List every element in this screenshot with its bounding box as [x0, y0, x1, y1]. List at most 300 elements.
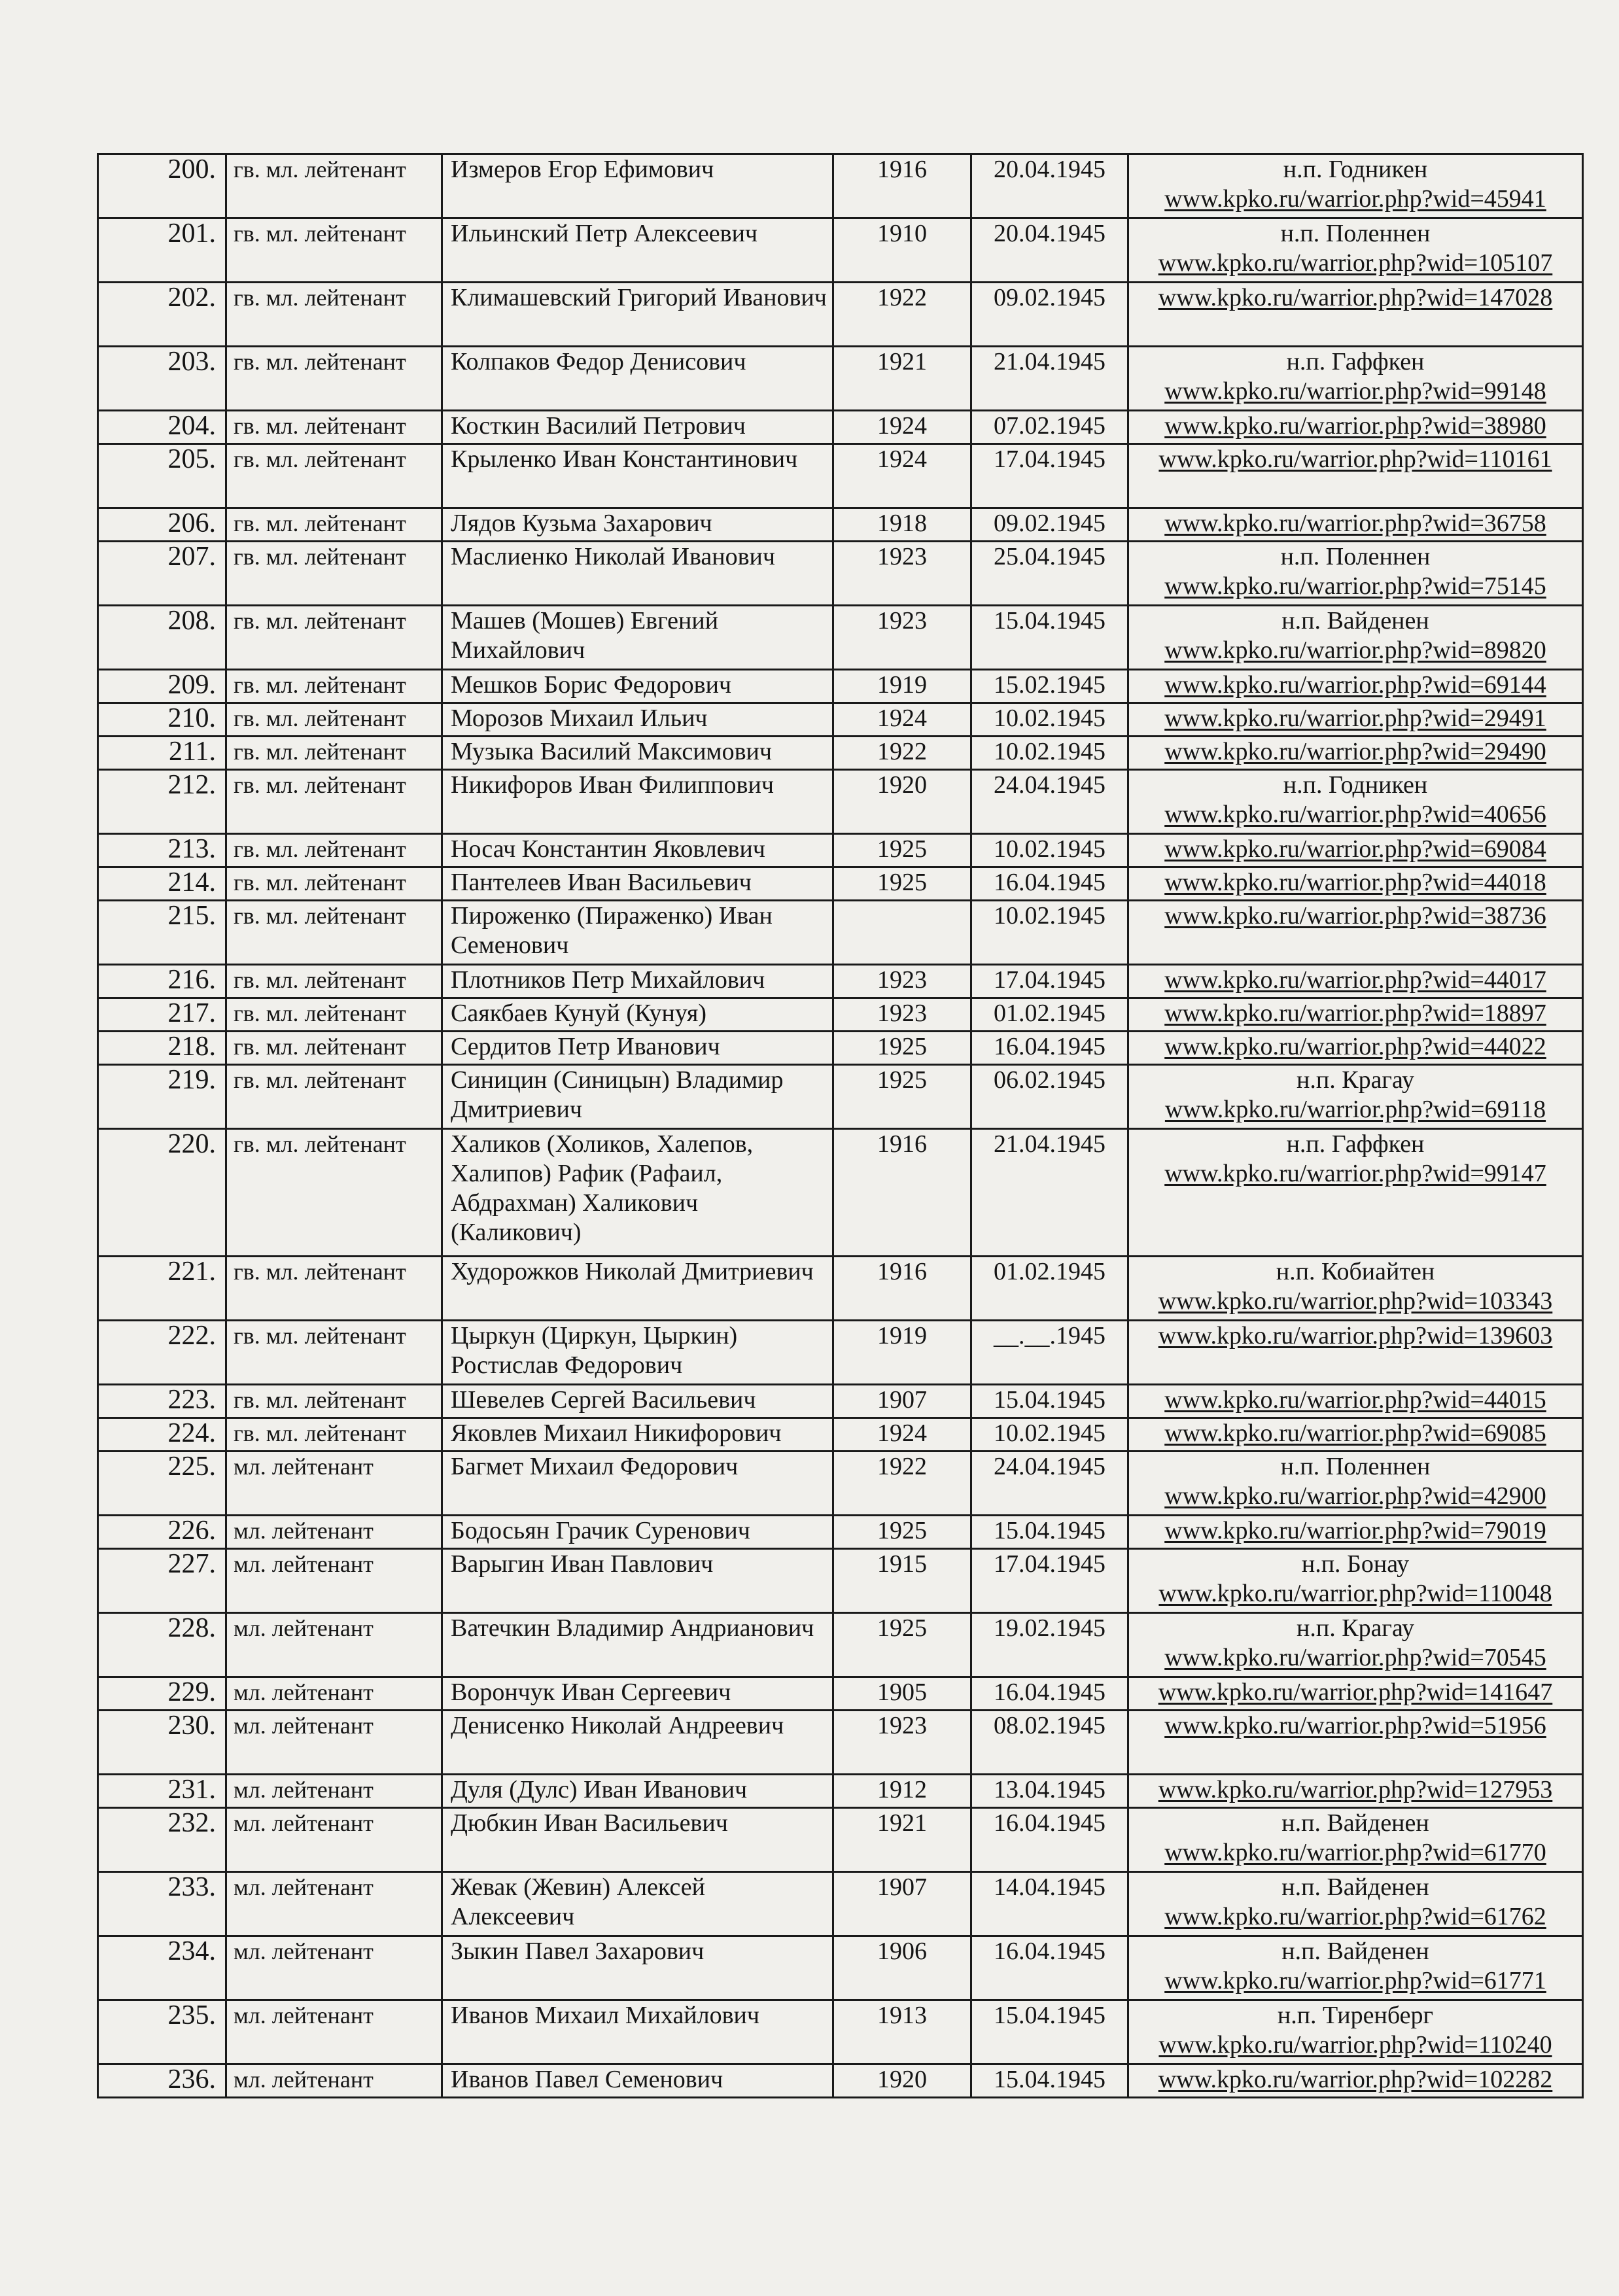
- burial-place: н.п. Крагау: [1297, 1066, 1414, 1094]
- row-birth-year: 1913: [833, 2000, 971, 2064]
- warrior-link[interactable]: www.kpko.ru/warrior.php?wid=38980: [1164, 412, 1546, 440]
- row-death-date: 20.04.1945: [971, 154, 1128, 218]
- warrior-link[interactable]: www.kpko.ru/warrior.php?wid=18897: [1164, 1000, 1546, 1027]
- warrior-link[interactable]: www.kpko.ru/warrior.php?wid=51956: [1164, 1712, 1546, 1739]
- row-death-date: 10.02.1945: [971, 737, 1128, 770]
- row-number: 231.: [98, 1775, 226, 1808]
- row-burial: [1128, 834, 1583, 867]
- row-number: 220.: [98, 1129, 226, 1257]
- table-row: [98, 834, 1583, 867]
- row-number: 211.: [98, 737, 226, 770]
- row-number: 204.: [98, 411, 226, 444]
- warrior-link[interactable]: www.kpko.ru/warrior.php?wid=139603: [1158, 1322, 1553, 1349]
- row-burial: [1128, 444, 1583, 508]
- burial-place: н.п. Годникен: [1283, 156, 1428, 183]
- row-birth-year: 1918: [833, 508, 971, 542]
- row-name: Цыркун (Циркун, Цыркин) Ростислав Федорович: [442, 1321, 833, 1385]
- row-number: 228.: [98, 1613, 226, 1677]
- row-death-date: 09.02.1945: [971, 283, 1128, 347]
- row-name: Косткин Василий Петрович: [442, 411, 833, 444]
- row-rank: мл. лейтенант: [226, 1775, 442, 1808]
- table-row: [98, 670, 1583, 703]
- row-birth-year: 1921: [833, 1808, 971, 1872]
- row-burial: [1128, 347, 1583, 411]
- row-number: 213.: [98, 834, 226, 867]
- warrior-link[interactable]: www.kpko.ru/warrior.php?wid=110161: [1158, 445, 1552, 473]
- row-number: 232.: [98, 1808, 226, 1872]
- row-death-date: 01.02.1945: [971, 998, 1128, 1032]
- row-birth-year: 1919: [833, 670, 971, 703]
- row-death-date: 17.04.1945: [971, 444, 1128, 508]
- row-name: Маслиенко Николай Иванович: [442, 542, 833, 606]
- row-name: Шевелев Сергей Васильевич: [442, 1385, 833, 1418]
- row-burial: [1128, 1549, 1583, 1613]
- row-death-date: 10.02.1945: [971, 901, 1128, 965]
- row-birth-year: 1916: [833, 154, 971, 218]
- row-death-date: 19.02.1945: [971, 1613, 1128, 1677]
- row-number: 203.: [98, 347, 226, 411]
- table-row: [98, 154, 1583, 218]
- row-number: 215.: [98, 901, 226, 965]
- row-burial: [1128, 508, 1583, 542]
- burial-place: н.п. Поленнен: [1280, 1453, 1431, 1480]
- table-row: [98, 1936, 1583, 2000]
- row-death-date: 24.04.1945: [971, 1452, 1128, 1516]
- row-name: Машев (Мошев) Евгений Михайлович: [442, 606, 833, 670]
- row-burial: [1128, 1936, 1583, 2000]
- warrior-link[interactable]: www.kpko.ru/warrior.php?wid=89820: [1164, 636, 1546, 664]
- burial-place: н.п. Поленнен: [1280, 543, 1431, 570]
- row-rank: гв. мл. лейтенант: [226, 703, 442, 737]
- table-row: [98, 1418, 1583, 1452]
- row-rank: гв. мл. лейтенант: [226, 834, 442, 867]
- row-number: 209.: [98, 670, 226, 703]
- row-rank: гв. мл. лейтенант: [226, 1418, 442, 1452]
- burial-place: н.п. Бонау: [1301, 1550, 1410, 1578]
- row-birth-year: 1925: [833, 1516, 971, 1549]
- row-burial: [1128, 1775, 1583, 1808]
- warrior-link[interactable]: www.kpko.ru/warrior.php?wid=40656: [1164, 801, 1546, 828]
- row-burial: [1128, 965, 1583, 998]
- row-rank: мл. лейтенант: [226, 2064, 442, 2098]
- row-name: Яковлев Михаил Никифорович: [442, 1418, 833, 1452]
- table-row: [98, 1385, 1583, 1418]
- row-burial: [1128, 1516, 1583, 1549]
- row-burial: [1128, 283, 1583, 347]
- row-death-date: 07.02.1945: [971, 411, 1128, 444]
- row-number: 208.: [98, 606, 226, 670]
- row-birth-year: 1922: [833, 283, 971, 347]
- table-row: [98, 411, 1583, 444]
- table-row: [98, 998, 1583, 1032]
- row-number: 233.: [98, 1872, 226, 1936]
- table-row: [98, 737, 1583, 770]
- row-death-date: 25.04.1945: [971, 542, 1128, 606]
- row-burial: [1128, 411, 1583, 444]
- table-row: [98, 1516, 1583, 1549]
- row-birth-year: 1921: [833, 347, 971, 411]
- warrior-link[interactable]: www.kpko.ru/warrior.php?wid=69118: [1164, 1096, 1546, 1123]
- row-burial: [1128, 1808, 1583, 1872]
- row-name: Ворончук Иван Сергеевич: [442, 1677, 833, 1711]
- row-burial: [1128, 218, 1583, 283]
- row-name: Мешков Борис Федорович: [442, 670, 833, 703]
- row-rank: гв. мл. лейтенант: [226, 670, 442, 703]
- warrior-link[interactable]: www.kpko.ru/warrior.php?wid=103343: [1158, 1287, 1553, 1315]
- row-name: Климашевский Григорий Иванович: [442, 283, 833, 347]
- row-rank: гв. мл. лейтенант: [226, 1129, 442, 1257]
- row-birth-year: 1925: [833, 867, 971, 901]
- table-row: [98, 1775, 1583, 1808]
- row-burial: [1128, 154, 1583, 218]
- row-number: 222.: [98, 1321, 226, 1385]
- row-rank: гв. мл. лейтенант: [226, 444, 442, 508]
- table-row: [98, 1452, 1583, 1516]
- row-burial: [1128, 1418, 1583, 1452]
- table-row: [98, 770, 1583, 834]
- row-name: Пантелеев Иван Васильевич: [442, 867, 833, 901]
- warrior-link[interactable]: www.kpko.ru/warrior.php?wid=42900: [1164, 1482, 1546, 1510]
- row-name: Иванов Михаил Михайлович: [442, 2000, 833, 2064]
- row-burial: [1128, 1677, 1583, 1711]
- row-death-date: 16.04.1945: [971, 1936, 1128, 2000]
- warrior-link[interactable]: www.kpko.ru/warrior.php?wid=99148: [1164, 377, 1546, 405]
- row-number: 212.: [98, 770, 226, 834]
- table-row: [98, 703, 1583, 737]
- row-name: Зыкин Павел Захарович: [442, 1936, 833, 2000]
- row-name: Иванов Павел Семенович: [442, 2064, 833, 2098]
- table-row: [98, 1872, 1583, 1936]
- table-row: [98, 965, 1583, 998]
- row-number: 236.: [98, 2064, 226, 2098]
- row-death-date: 16.04.1945: [971, 867, 1128, 901]
- row-death-date: 13.04.1945: [971, 1775, 1128, 1808]
- row-rank: мл. лейтенант: [226, 1516, 442, 1549]
- burial-place: н.п. Гаффкен: [1286, 1130, 1425, 1158]
- row-death-date: 15.04.1945: [971, 2000, 1128, 2064]
- table-row: [98, 1321, 1583, 1385]
- burial-place: н.п. Крагау: [1297, 1614, 1414, 1642]
- row-birth-year: 1923: [833, 998, 971, 1032]
- row-rank: гв. мл. лейтенант: [226, 901, 442, 965]
- row-name: Никифоров Иван Филиппович: [442, 770, 833, 834]
- row-number: 206.: [98, 508, 226, 542]
- row-death-date: 21.04.1945: [971, 1129, 1128, 1257]
- row-rank: гв. мл. лейтенант: [226, 770, 442, 834]
- row-name: Бодосьян Грачик Суренович: [442, 1516, 833, 1549]
- warrior-link[interactable]: www.kpko.ru/warrior.php?wid=141647: [1158, 1679, 1553, 1706]
- row-number: 221.: [98, 1257, 226, 1321]
- row-death-date: 08.02.1945: [971, 1711, 1128, 1775]
- table-row: [98, 283, 1583, 347]
- row-rank: гв. мл. лейтенант: [226, 998, 442, 1032]
- row-death-date: 15.04.1945: [971, 1516, 1128, 1549]
- row-death-date: 15.04.1945: [971, 606, 1128, 670]
- row-burial: [1128, 1613, 1583, 1677]
- row-name: Ильинский Петр Алексеевич: [442, 218, 833, 283]
- row-birth-year: 1916: [833, 1129, 971, 1257]
- table-row: [98, 606, 1583, 670]
- table-row: [98, 347, 1583, 411]
- row-number: 218.: [98, 1032, 226, 1065]
- row-number: 202.: [98, 283, 226, 347]
- row-rank: гв. мл. лейтенант: [226, 283, 442, 347]
- row-birth-year: 1907: [833, 1872, 971, 1936]
- row-death-date: 01.02.1945: [971, 1257, 1128, 1321]
- warrior-link[interactable]: www.kpko.ru/warrior.php?wid=70545: [1164, 1644, 1546, 1671]
- row-name: Халиков (Холиков, Халепов, Халипов) Рафик (Рафаил, Абдрахман) Халикович (Каликович): [442, 1129, 833, 1257]
- row-number: 219.: [98, 1065, 226, 1129]
- burial-place: н.п. Поленнен: [1280, 220, 1431, 247]
- row-rank: гв. мл. лейтенант: [226, 1032, 442, 1065]
- row-death-date: 10.02.1945: [971, 703, 1128, 737]
- table-row: [98, 1711, 1583, 1775]
- row-rank: гв. мл. лейтенант: [226, 347, 442, 411]
- burial-place: н.п. Вайденен: [1281, 1938, 1429, 1965]
- row-birth-year: [833, 901, 971, 965]
- row-death-date: 17.04.1945: [971, 965, 1128, 998]
- row-burial: [1128, 670, 1583, 703]
- warrior-link[interactable]: www.kpko.ru/warrior.php?wid=147028: [1158, 284, 1553, 311]
- row-name: Варыгин Иван Павлович: [442, 1549, 833, 1613]
- table-row: [98, 1129, 1583, 1257]
- table-row: [98, 218, 1583, 283]
- table-row: [98, 1677, 1583, 1711]
- table-row: [98, 901, 1583, 965]
- table-body: [98, 154, 1583, 2098]
- row-birth-year: 1915: [833, 1549, 971, 1613]
- row-rank: мл. лейтенант: [226, 1613, 442, 1677]
- row-rank: гв. мл. лейтенант: [226, 154, 442, 218]
- row-rank: мл. лейтенант: [226, 1711, 442, 1775]
- row-burial: [1128, 2000, 1583, 2064]
- row-death-date: 15.04.1945: [971, 1385, 1128, 1418]
- row-death-date: 24.04.1945: [971, 770, 1128, 834]
- table-row: [98, 1257, 1583, 1321]
- row-burial: [1128, 703, 1583, 737]
- row-number: 225.: [98, 1452, 226, 1516]
- burial-place: н.п. Вайденен: [1281, 1809, 1429, 1837]
- table-row: [98, 444, 1583, 508]
- row-rank: мл. лейтенант: [226, 2000, 442, 2064]
- row-burial: [1128, 542, 1583, 606]
- row-number: 227.: [98, 1549, 226, 1613]
- row-birth-year: 1924: [833, 703, 971, 737]
- warrior-link[interactable]: www.kpko.ru/warrior.php?wid=44017: [1164, 966, 1546, 994]
- warrior-link[interactable]: www.kpko.ru/warrior.php?wid=36758: [1164, 510, 1546, 537]
- warrior-link[interactable]: www.kpko.ru/warrior.php?wid=110048: [1158, 1580, 1552, 1607]
- row-birth-year: 1910: [833, 218, 971, 283]
- row-birth-year: 1923: [833, 1711, 971, 1775]
- row-birth-year: 1919: [833, 1321, 971, 1385]
- row-number: 235.: [98, 2000, 226, 2064]
- row-death-date: 10.02.1945: [971, 1418, 1128, 1452]
- warrior-link[interactable]: www.kpko.ru/warrior.php?wid=105107: [1158, 249, 1553, 277]
- row-birth-year: 1922: [833, 1452, 971, 1516]
- row-rank: мл. лейтенант: [226, 1936, 442, 2000]
- row-name: Дюбкин Иван Васильевич: [442, 1808, 833, 1872]
- row-name: Носач Константин Яковлевич: [442, 834, 833, 867]
- warrior-link[interactable]: www.kpko.ru/warrior.php?wid=127953: [1158, 1776, 1553, 1803]
- row-death-date: __.__.1945: [971, 1321, 1128, 1385]
- burial-place: н.п. Годникен: [1283, 771, 1428, 799]
- row-name: Колпаков Федор Денисович: [442, 347, 833, 411]
- row-death-date: 16.04.1945: [971, 1677, 1128, 1711]
- row-burial: [1128, 1711, 1583, 1775]
- row-number: 200.: [98, 154, 226, 218]
- row-death-date: 15.04.1945: [971, 2064, 1128, 2098]
- row-birth-year: 1923: [833, 965, 971, 998]
- row-birth-year: 1905: [833, 1677, 971, 1711]
- row-name: Дуля (Дулс) Иван Иванович: [442, 1775, 833, 1808]
- row-death-date: 21.04.1945: [971, 347, 1128, 411]
- table-row: [98, 1808, 1583, 1872]
- row-rank: гв. мл. лейтенант: [226, 737, 442, 770]
- row-birth-year: 1906: [833, 1936, 971, 2000]
- row-death-date: 16.04.1945: [971, 1032, 1128, 1065]
- row-name: Худорожков Николай Дмитриевич: [442, 1257, 833, 1321]
- row-number: 217.: [98, 998, 226, 1032]
- warrior-link[interactable]: www.kpko.ru/warrior.php?wid=44022: [1164, 1033, 1546, 1060]
- warrior-link[interactable]: www.kpko.ru/warrior.php?wid=110240: [1158, 2031, 1552, 2059]
- row-rank: гв. мл. лейтенант: [226, 1257, 442, 1321]
- warrior-link[interactable]: www.kpko.ru/warrior.php?wid=29491: [1164, 704, 1546, 732]
- table-row: [98, 1549, 1583, 1613]
- row-burial: [1128, 1452, 1583, 1516]
- warrior-link[interactable]: www.kpko.ru/warrior.php?wid=79019: [1164, 1517, 1546, 1544]
- table-row: [98, 1613, 1583, 1677]
- row-rank: гв. мл. лейтенант: [226, 1065, 442, 1129]
- burial-place: н.п. Гаффкен: [1286, 348, 1425, 375]
- table-row: [98, 508, 1583, 542]
- row-rank: мл. лейтенант: [226, 1872, 442, 1936]
- row-rank: гв. мл. лейтенант: [226, 867, 442, 901]
- warrior-link[interactable]: www.kpko.ru/warrior.php?wid=29490: [1164, 738, 1546, 765]
- row-name: Сердитов Петр Иванович: [442, 1032, 833, 1065]
- row-number: 205.: [98, 444, 226, 508]
- warrior-link[interactable]: www.kpko.ru/warrior.php?wid=69144: [1164, 671, 1546, 699]
- row-burial: [1128, 1321, 1583, 1385]
- row-birth-year: 1924: [833, 411, 971, 444]
- row-number: 224.: [98, 1418, 226, 1452]
- row-rank: гв. мл. лейтенант: [226, 1321, 442, 1385]
- table-row: [98, 1032, 1583, 1065]
- warrior-link[interactable]: www.kpko.ru/warrior.php?wid=61762: [1164, 1903, 1546, 1930]
- row-rank: мл. лейтенант: [226, 1452, 442, 1516]
- row-name: Багмет Михаил Федорович: [442, 1452, 833, 1516]
- row-birth-year: 1922: [833, 737, 971, 770]
- row-rank: гв. мл. лейтенант: [226, 606, 442, 670]
- row-number: 226.: [98, 1516, 226, 1549]
- row-death-date: 10.02.1945: [971, 834, 1128, 867]
- row-birth-year: 1923: [833, 542, 971, 606]
- burial-list-table: [97, 153, 1584, 2098]
- row-name: Ватечкин Владимир Андрианович: [442, 1613, 833, 1677]
- table-row: [98, 1065, 1583, 1129]
- row-burial: [1128, 1032, 1583, 1065]
- row-name: Синицин (Синицын) Владимир Дмитриевич: [442, 1065, 833, 1129]
- row-death-date: 15.02.1945: [971, 670, 1128, 703]
- row-rank: гв. мл. лейтенант: [226, 1385, 442, 1418]
- row-burial: [1128, 2064, 1583, 2098]
- warrior-link[interactable]: www.kpko.ru/warrior.php?wid=75145: [1164, 572, 1546, 600]
- row-burial: [1128, 998, 1583, 1032]
- row-death-date: 09.02.1945: [971, 508, 1128, 542]
- warrior-link[interactable]: www.kpko.ru/warrior.php?wid=61770: [1164, 1839, 1546, 1866]
- warrior-link[interactable]: www.kpko.ru/warrior.php?wid=102282: [1158, 2066, 1553, 2093]
- row-birth-year: 1920: [833, 770, 971, 834]
- row-rank: гв. мл. лейтенант: [226, 411, 442, 444]
- row-burial: [1128, 1129, 1583, 1257]
- warrior-link[interactable]: www.kpko.ru/warrior.php?wid=99147: [1164, 1160, 1546, 1187]
- row-number: 229.: [98, 1677, 226, 1711]
- row-burial: [1128, 1872, 1583, 1936]
- row-burial: [1128, 606, 1583, 670]
- table-row: [98, 2000, 1583, 2064]
- row-burial: [1128, 901, 1583, 965]
- row-name: Жевак (Жевин) Алексей Алексеевич: [442, 1872, 833, 1936]
- row-birth-year: 1924: [833, 444, 971, 508]
- row-birth-year: 1923: [833, 606, 971, 670]
- row-rank: гв. мл. лейтенант: [226, 965, 442, 998]
- row-number: 201.: [98, 218, 226, 283]
- burial-place: н.п. Вайденен: [1281, 607, 1429, 635]
- row-number: 234.: [98, 1936, 226, 2000]
- row-number: 216.: [98, 965, 226, 998]
- row-name: Пироженко (Пираженко) Иван Семенович: [442, 901, 833, 965]
- table-row: [98, 542, 1583, 606]
- row-rank: гв. мл. лейтенант: [226, 542, 442, 606]
- warrior-link[interactable]: www.kpko.ru/warrior.php?wid=44018: [1164, 869, 1546, 896]
- row-burial: [1128, 770, 1583, 834]
- row-birth-year: 1925: [833, 1065, 971, 1129]
- row-name: Денисенко Николай Андреевич: [442, 1711, 833, 1775]
- row-name: Плотников Петр Михайлович: [442, 965, 833, 998]
- row-name: Саякбаев Кунуй (Кунуя): [442, 998, 833, 1032]
- row-name: Лядов Кузьма Захарович: [442, 508, 833, 542]
- row-rank: гв. мл. лейтенант: [226, 508, 442, 542]
- row-rank: гв. мл. лейтенант: [226, 218, 442, 283]
- row-birth-year: 1907: [833, 1385, 971, 1418]
- row-number: 214.: [98, 867, 226, 901]
- warrior-link[interactable]: www.kpko.ru/warrior.php?wid=69085: [1164, 1419, 1546, 1447]
- row-rank: мл. лейтенант: [226, 1549, 442, 1613]
- row-name: Музыка Василий Максимович: [442, 737, 833, 770]
- row-number: 207.: [98, 542, 226, 606]
- table-row: [98, 2064, 1583, 2098]
- warrior-link[interactable]: www.kpko.ru/warrior.php?wid=69084: [1164, 835, 1546, 863]
- warrior-link[interactable]: www.kpko.ru/warrior.php?wid=38736: [1164, 902, 1546, 930]
- row-burial: [1128, 1065, 1583, 1129]
- row-number: 230.: [98, 1711, 226, 1775]
- row-death-date: 14.04.1945: [971, 1872, 1128, 1936]
- warrior-link[interactable]: www.kpko.ru/warrior.php?wid=45941: [1164, 185, 1546, 213]
- burial-place: н.п. Тиренберг: [1277, 2002, 1434, 2029]
- warrior-link[interactable]: www.kpko.ru/warrior.php?wid=44015: [1164, 1386, 1546, 1414]
- row-rank: мл. лейтенант: [226, 1677, 442, 1711]
- row-death-date: 16.04.1945: [971, 1808, 1128, 1872]
- row-burial: [1128, 867, 1583, 901]
- row-number: 210.: [98, 703, 226, 737]
- burial-place: н.п. Вайденен: [1281, 1873, 1429, 1901]
- row-name: Измеров Егор Ефимович: [442, 154, 833, 218]
- row-birth-year: 1920: [833, 2064, 971, 2098]
- row-birth-year: 1916: [833, 1257, 971, 1321]
- row-birth-year: 1912: [833, 1775, 971, 1808]
- warrior-link[interactable]: www.kpko.ru/warrior.php?wid=61771: [1164, 1967, 1546, 1994]
- row-birth-year: 1924: [833, 1418, 971, 1452]
- burial-place: н.п. Кобиайтен: [1276, 1258, 1435, 1285]
